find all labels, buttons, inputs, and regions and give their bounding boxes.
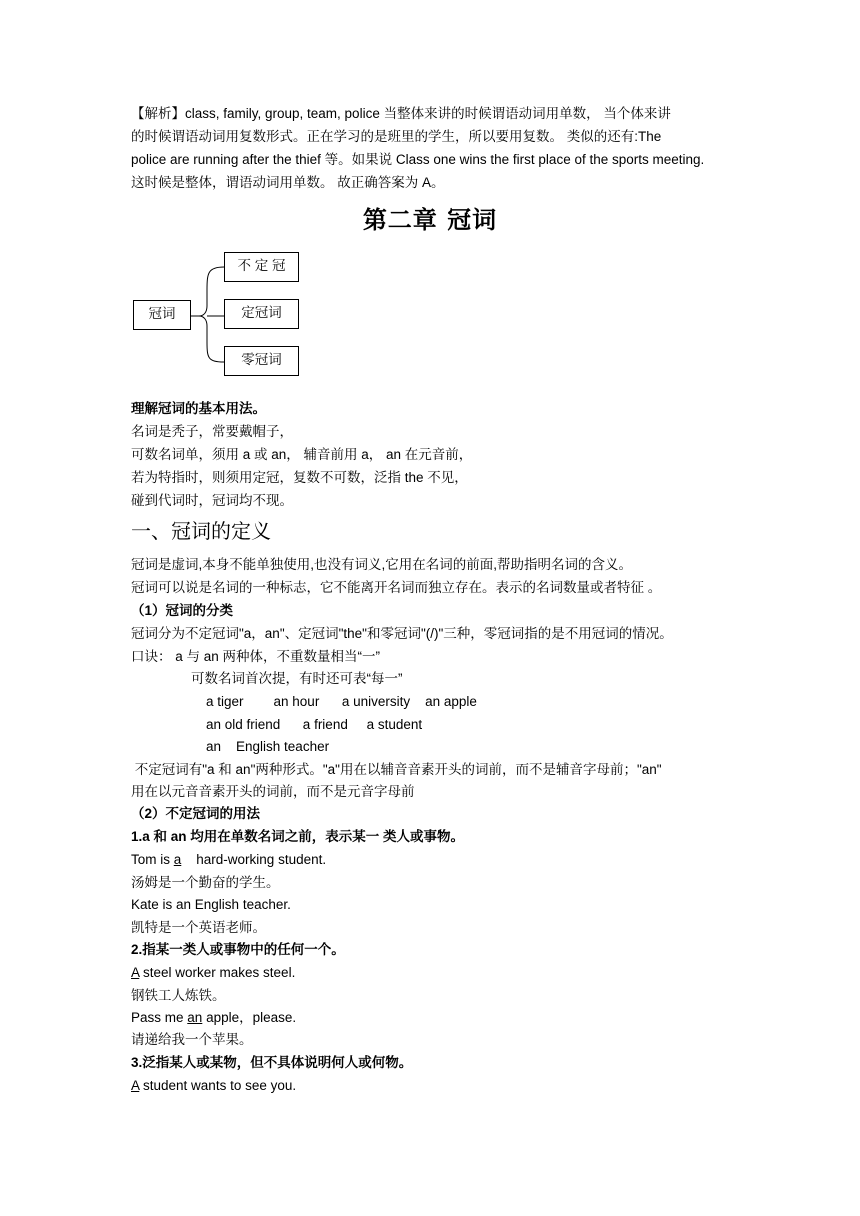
underlined-article: A (131, 1078, 140, 1093)
indefinite-forms-text-1: 不定冠词有"a 和 an"两种形式。"a"用在以辅音音素开头的词前，而不是辅音字母前；"an" (131, 762, 662, 777)
example-sentence-1-zh: 汤姆是一个勤奋的学生。 (131, 875, 280, 890)
sentence-text: steel worker makes steel. (139, 965, 296, 980)
underlined-article: a (173, 852, 182, 867)
indefinite-forms-text-2: 用在以元音音素开头的词前，而不是元音字母前 (131, 784, 415, 799)
example-sentence-3-en (131, 964, 295, 982)
subheading-indefinite-usage: （2）不定冠词的用法 (131, 806, 261, 821)
rule-3: 3.泛指某人或某物，但不具体说明何人或何物。 (131, 1055, 413, 1070)
chapter-title: 第二章 冠词 (362, 205, 498, 234)
mnemonic-line-1: 口诀： a 与 an 两种体，不重数量相当“一” (131, 649, 381, 664)
rule-2: 2.指某一类人或事物中的任何一个。 (131, 942, 345, 957)
analysis-line-4: 这时候是整体，谓语动词用单数。 故正确答案为 A。 (131, 175, 445, 190)
underlined-article: A (131, 965, 140, 980)
sentence-text: student wants to see you. (139, 1078, 297, 1093)
sentence-text: apple，please. (202, 1010, 297, 1025)
example-sentence-2-zh: 凯特是一个英语老师。 (131, 920, 266, 935)
example-sentence-3-zh: 钢铁工人炼铁。 (131, 988, 226, 1003)
definition-paragraph-1: 冠词是虚词,本身不能单独使用,也没有词义,它用在名词的前面,帮助指明名词的含义。 (131, 557, 633, 572)
sentence-text: Pass me (131, 1010, 188, 1025)
mnemonic-line-2: 可数名词首次提，有时还可表“每一” (191, 671, 403, 686)
diagram-root-box: 冠词 (133, 300, 191, 330)
rhyme-line-1: 名词是秃子，常要戴帽子， (131, 424, 293, 439)
rhyme-line-4: 碰到代词时，冠词均不现。 (131, 493, 293, 508)
example-sentence-5-en (131, 1077, 296, 1095)
sentence-text: Tom is (131, 852, 174, 867)
rhyme-line-2: 可数名词单，须用 a 或 an， 辅音前用 a， an 在元音前， (131, 447, 473, 462)
example-line-2: an old friend a friend a student (206, 717, 423, 732)
definition-paragraph-2: 冠词可以说是名词的一种标志，它不能离开名词而独立存在。表示的名词数量或者特征 。 (131, 580, 662, 595)
diagram-branch-definite: 定冠词 (224, 299, 299, 329)
analysis-line-2: 的时候谓语动词用复数形式。正在学习的是班里的学生，所以要用复数。 类似的还有:The (131, 129, 662, 144)
example-sentence-2-en: Kate is an English teacher. (131, 897, 291, 912)
classification-text: 冠词分为不定冠词"a，an"、定冠词"the"和零冠词"(/)"三种，零冠词指的是不用冠词的情况。 (131, 626, 673, 641)
rhyme-heading: 理解冠词的基本用法。 (131, 401, 266, 416)
example-sentence-1-en (131, 851, 326, 869)
example-line-3: an English teacher (206, 739, 330, 754)
diagram-branch-zero: 零冠词 (224, 346, 299, 376)
diagram-bracket (0, 0, 860, 400)
rule-1: 1.a 和 an 均用在单数名词之前，表示某一 类人或事物。 (131, 829, 465, 844)
underlined-article: an (187, 1010, 203, 1025)
example-sentence-4-en (131, 1009, 296, 1027)
analysis-line-1: 【解析】class, family, group, team, police 当整体来讲的时候谓语动词用单数， 当个体来讲 (131, 106, 671, 121)
example-sentence-4-zh: 请递给我一个苹果。 (131, 1032, 253, 1047)
example-line-1: a tiger an hour a university an apple (206, 694, 477, 709)
analysis-line-3: police are running after the thief 等。如果说 Class one wins the first place of the sports meeting. (131, 152, 705, 167)
section-heading: 一、冠词的定义 (131, 521, 271, 543)
diagram-branch-indefinite: 不 定 冠 (224, 252, 299, 282)
rhyme-line-3: 若为特指时，则须用定冠，复数不可数，泛指 the 不见， (131, 470, 468, 485)
subheading-classification: （1）冠词的分类 (131, 603, 234, 618)
sentence-text: hard-working student. (181, 852, 327, 867)
